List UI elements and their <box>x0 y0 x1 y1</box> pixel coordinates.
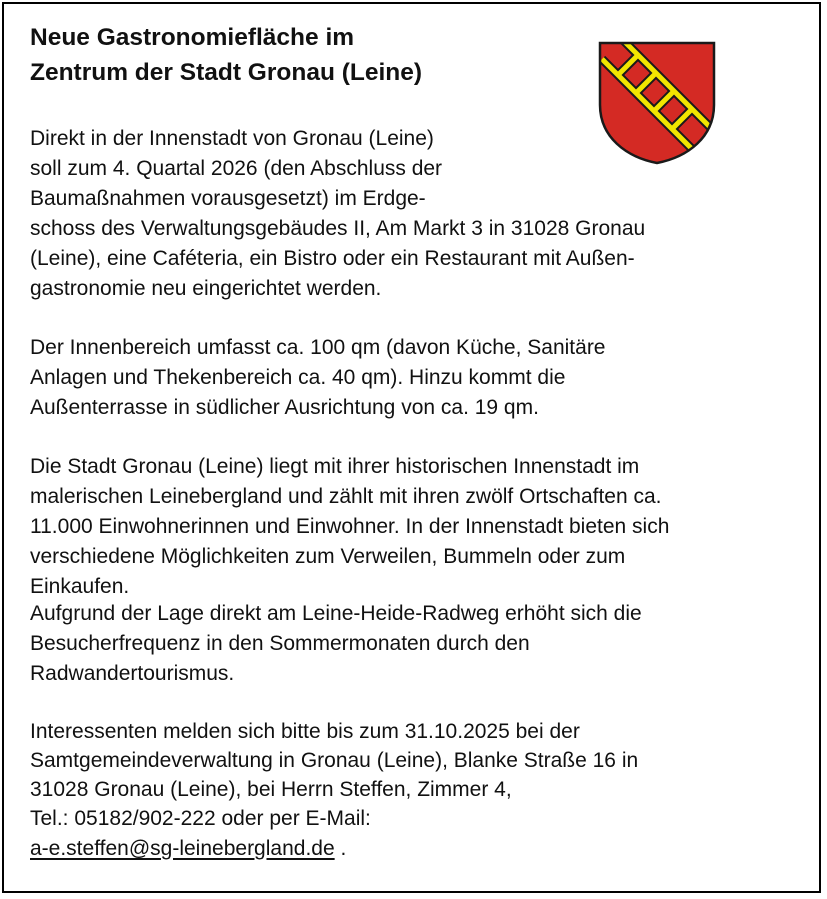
body-text-line: soll zum 4. Quartal 2026 (den Abschluss der <box>30 157 443 180</box>
body-text-line: schoss des Verwaltungsgebäudes II, Am Markt 3 in 31028 Gronau <box>30 217 646 240</box>
body-text-line: Samtgemeindeverwaltung in Gronau (Leine), Blanke Straße 16 in <box>30 749 639 772</box>
body-text-line: 31028 Gronau (Leine), bei Herrn Steffen, Zimmer 4, <box>30 778 512 801</box>
body-text-line: verschiedene Möglichkeiten zum Verweilen, Bummeln oder zum <box>30 545 626 568</box>
title-line-1: Neue Gastronomiefläche im <box>30 24 355 51</box>
body-text-line: 11.000 Einwohnerinnen und Einwohner. In der Innenstadt bieten sich <box>30 515 670 538</box>
advertisement-frame <box>2 2 821 893</box>
email-suffix: . <box>334 837 347 860</box>
body-text-line: Die Stadt Gronau (Leine) liegt mit ihrer historischen Innenstadt im <box>30 455 640 478</box>
body-text-line: Baumaßnahmen vorausgesetzt) im Erdge- <box>30 187 426 210</box>
body-text-line: Aufgrund der Lage direkt am Leine-Heide-Radweg erhöht sich die <box>30 602 642 625</box>
body-text-line: Besucherfrequenz in den Sommermonaten durch den <box>30 632 530 655</box>
body-text-line: Direkt in der Innenstadt von Gronau (Leine) <box>30 127 434 150</box>
coat-of-arms-logo <box>598 41 716 165</box>
page-title <box>30 20 570 90</box>
contact-email-line <box>30 835 346 863</box>
body-text-line: Anlagen und Thekenbereich ca. 40 qm). Hinzu kommt die <box>30 366 566 389</box>
body-text-line: Interessenten melden sich bitte bis zum 31.10.2025 bei der <box>30 720 580 743</box>
title-line-2: Zentrum der Stadt Gronau (Leine) <box>30 59 423 86</box>
body-text-line: Tel.: 05182/902-222 oder per E-Mail: <box>30 807 371 830</box>
body-text-line: (Leine), eine Caféteria, ein Bistro oder ein Restaurant mit Außen- <box>30 247 635 270</box>
body-text-line: Einkaufen. <box>30 575 130 598</box>
body-text-line: Radwandertourismus. <box>30 662 235 685</box>
body-text-line: Der Innenbereich umfasst ca. 100 qm (davon Küche, Sanitäre <box>30 336 606 359</box>
body-text-line: malerischen Leinebergland und zählt mit ihren zwölf Ortschaften ca. <box>30 485 662 508</box>
email-link[interactable]: a-e.steffen@sg-leinebergland.de <box>30 837 335 860</box>
body-text-line: Außenterrasse in südlicher Ausrichtung von ca. 19 qm. <box>30 396 539 419</box>
body-text-line: gastronomie neu eingerichtet werden. <box>30 277 382 300</box>
